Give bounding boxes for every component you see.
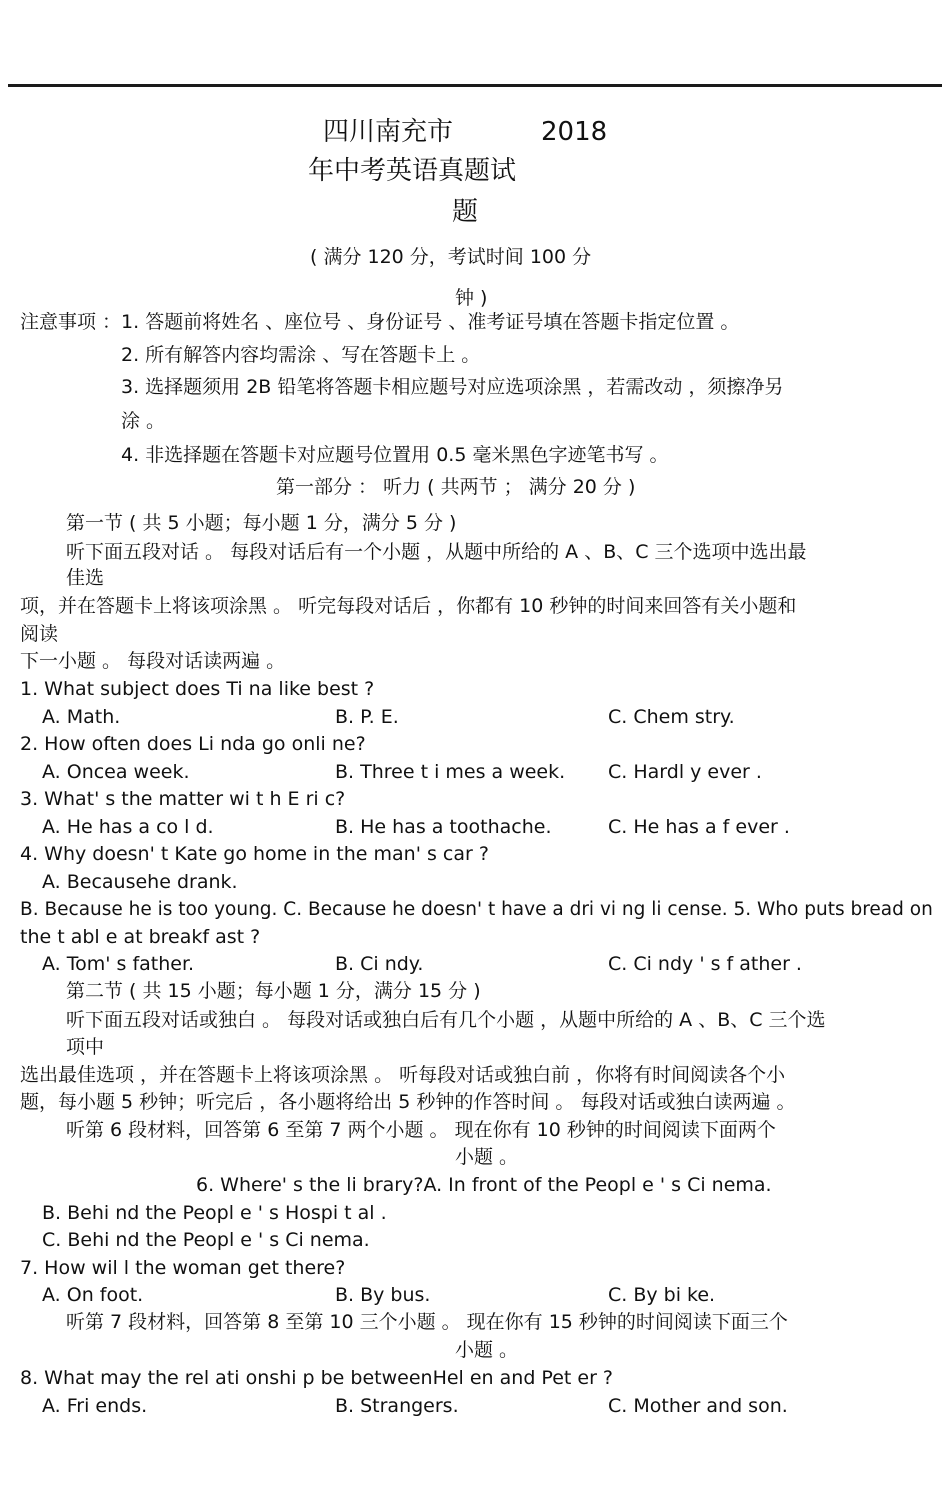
section2-heading: 第二节 ( 共 15 小题；每小题 1 分，满分 15 分 ) [66,980,481,1002]
note-4: 4. 非选择题在答题卡对应题号位置用 0.5 毫米黑色字迹笔书写 。 [121,444,669,466]
question-7-option-b: B. By bus. [335,1284,431,1306]
section2-instruction-line3: 题，每小题 5 秒钟；听完后 ，各小题将给出 5 秒钟的作答时间 。 每段对话或独白读两遍 。 [20,1091,796,1113]
question-3-option-c: C. He has a f ever . [608,816,790,838]
question-1-option-c: C. Chem stry. [608,706,735,728]
note-3: 3. 选择题须用 2B 铅笔将答题卡相应题号对应选项涂黑 ，若需改动 ，须擦净另 [121,376,784,398]
title-line2: 年中考英语真题试 [308,156,517,186]
section1-instruction-line2: 项，并在答题卡上将该项涂黑 。 听完每段对话后 ，你都有 10 秒钟的时间来回答有关小题和 [20,595,797,617]
section1-heading: 第一节 ( 共 5 小题；每小题 1 分，满分 5 分 ) [66,512,457,534]
section2-instruction: 听下面五段对话或独白 。 每段对话或独白后有几个小题 ，从题中所给的 A 、B、C 三个选 [66,1009,826,1031]
title-line1: 四川南充市 [323,117,454,147]
question-4: 4. Why doesn' t Kate go home in the man' s car ? [20,843,489,865]
section2-instruction-line2: 选出最佳选项 ，并在答题卡上将该项涂黑 。 听每段对话或独白前 ，你将有时间阅读各个小 [20,1064,786,1086]
title-line3: 题 [452,197,479,227]
note-3-cont: 涂 。 [121,410,166,432]
material-6-instruction: 听第 6 段材料，回答第 6 至第 7 两个小题 。 现在你有 10 秒钟的时间阅读下面两个 [66,1119,776,1141]
question-2-option-a: A. Oncea week. [42,761,190,783]
question-3: 3. What' s the matter wi t h E ri c? [20,788,346,810]
question-2-option-c: C. Hardl y ever . [608,761,762,783]
material-7-instruction-cont: 小题 。 [455,1339,519,1361]
question-3-option-b: B. He has a toothache. [335,816,552,838]
question-5-option-c: C. Ci ndy ' s f ather . [608,953,802,975]
question-5-option-a: A. Tom' s father. [42,953,195,975]
question-1-option-a: A. Math. [42,706,121,728]
note-2: 2. 所有解答内容均需涂 、写在答题卡上 。 [121,344,481,366]
top-rule [8,84,942,87]
section1-instruction: 听下面五段对话 。 每段对话后有一个小题 ，从题中所给的 A 、B、C 三个选项中选出最 [66,541,807,563]
section1-instruction-line2-cont: 阅读 [20,623,59,645]
score-line1: ( 满分 120 分，考试时间 100 分 [310,246,592,268]
question-8-option-b: B. Strangers. [335,1395,459,1417]
question-6-option-c: C. Behi nd the Peopl e ' s Ci nema. [42,1229,370,1251]
title-year: 2018 [541,117,608,147]
question-8: 8. What may the rel ati onshi p be betweenHel en and Pet er ? [20,1367,614,1389]
material-7-instruction: 听第 7 段材料，回答第 8 至第 10 三个小题 。 现在你有 15 秒钟的时间阅读下面三个 [66,1311,788,1333]
question-8-option-a: A. Fri ends. [42,1395,148,1417]
question-6: 6. Where' s the li brary?A. In front of the Peopl e ' s Ci nema. [196,1174,772,1196]
question-7-option-c: C. By bi ke. [608,1284,716,1306]
score-line2: 钟 ) [455,287,488,309]
question-8-option-c: C. Mother and son. [608,1395,788,1417]
section2-instruction-cont: 项中 [66,1036,105,1058]
question-1-option-b: B. P. E. [335,706,399,728]
question-2-option-b: B. Three t i mes a week. [335,761,566,783]
section1-instruction-line3: 下一小题 。 每段对话读两遍 。 [20,650,286,672]
question-7: 7. How wil l the woman get there? [20,1257,346,1279]
question-4-option-a: A. Becausehe drank. [42,871,238,893]
question-5-option-b: B. Ci ndy. [335,953,424,975]
material-6-instruction-cont: 小题 。 [455,1146,519,1168]
note-1: 注意事项 ：1. 答题前将姓名 、座位号 、身份证号 、准考证号填在答题卡指定位置 。 [20,311,740,333]
question-1: 1. What subject does Ti na like best ? [20,678,375,700]
part1-heading: 第一部分 ： 听力 ( 共两节 ； 满分 20 分 ) [276,476,636,498]
question-6-option-b: B. Behi nd the Peopl e ' s Hospi t al . [42,1202,387,1224]
question-2: 2. How often does Li nda go onli ne? [20,733,366,755]
section1-instruction-cont: 佳选 [66,567,105,589]
question-3-option-a: A. He has a co l d. [42,816,214,838]
question-7-option-a: A. On foot. [42,1284,144,1306]
question-5-cont: the t abl e at breakf ast ? [20,926,261,948]
question-4-options-bc-question-5: B. Because he is too young. C. Because he doesn' t have a dri vi ng li cense. 5. Who puts bread on [20,899,933,920]
